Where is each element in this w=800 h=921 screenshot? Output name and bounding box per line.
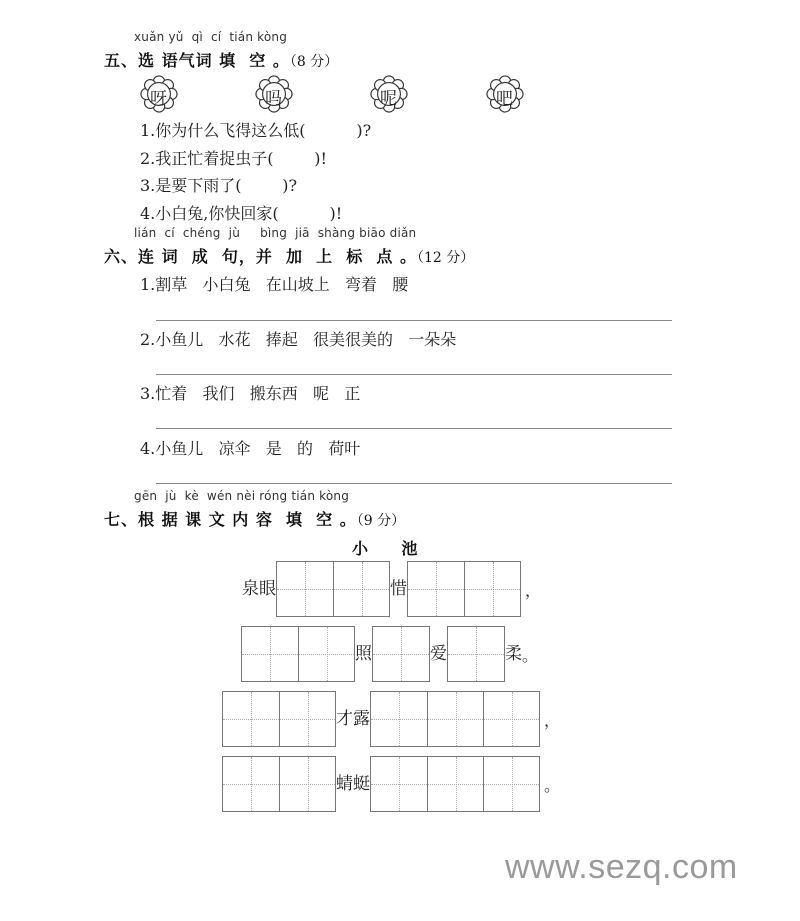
section5-heading — [104, 48, 338, 71]
section6-title: 六、连 词 成 句，并 加 上 标 点 。 — [104, 247, 417, 266]
answer-blank[interactable] — [279, 204, 330, 223]
question-text: 1.你为什么飞得这么低( — [140, 121, 306, 140]
question-end: )? — [282, 176, 298, 195]
tianzige-cell[interactable] — [279, 692, 335, 746]
flower-option-1 — [140, 75, 178, 117]
line-text: 惜 — [390, 579, 407, 599]
line-prefix: 泉眼 — [242, 579, 276, 599]
question-text: 3.是要下雨了( — [140, 176, 242, 195]
option-char: 呀 — [150, 89, 167, 109]
flower-option-3 — [370, 75, 408, 117]
tianzige-cell[interactable] — [373, 627, 429, 681]
tianzige-cell[interactable] — [427, 692, 483, 746]
line-punct: ， — [525, 580, 542, 600]
tianzige-cell[interactable] — [408, 562, 464, 616]
question-text: 4.小白兔,你快回家( — [140, 204, 279, 223]
section7-pinyin: gēn jù kè wén nèi róng tián kòng — [134, 489, 350, 503]
question-end: )! — [329, 204, 343, 223]
tianzige-cell[interactable] — [371, 692, 427, 746]
question-5-3 — [140, 173, 297, 196]
answer-line-2[interactable] — [156, 374, 672, 375]
option-char: 吗 — [265, 89, 282, 109]
question-end: )! — [314, 149, 327, 168]
tianzige-cell[interactable] — [223, 757, 279, 811]
poem-line-1 — [242, 560, 541, 618]
option-char: 吧 — [496, 89, 513, 109]
answer-line-1[interactable] — [156, 320, 672, 321]
tianzige-group[interactable] — [370, 691, 540, 747]
line-text: 才露 — [336, 709, 370, 729]
poem-line-4 — [222, 755, 560, 813]
line-text: 蜻蜓 — [336, 774, 370, 794]
tianzige-cell[interactable] — [448, 627, 504, 681]
tianzige-cell[interactable] — [279, 757, 335, 811]
answer-blank[interactable] — [306, 121, 357, 140]
section7-heading — [104, 507, 405, 530]
line-text: 柔 — [505, 644, 522, 664]
tianzige-group[interactable] — [407, 561, 521, 617]
section6-heading — [104, 244, 474, 267]
tianzige-group[interactable] — [222, 756, 336, 812]
tianzige-cell[interactable] — [483, 692, 539, 746]
answer-blank[interactable] — [274, 149, 315, 168]
tianzige-group[interactable] — [241, 626, 355, 682]
answer-line-3[interactable] — [156, 428, 672, 429]
tianzige-group[interactable] — [447, 626, 505, 682]
tianzige-cell[interactable] — [277, 562, 333, 616]
line-punct: 。 — [544, 775, 561, 795]
tianzige-cell[interactable] — [242, 627, 298, 681]
sentence-item-1: 1.割草 小白兔 在山坡上 弯着 腰 — [140, 275, 409, 294]
section7-score: （9 分） — [356, 513, 406, 529]
tianzige-group[interactable] — [372, 626, 430, 682]
poem-line-3 — [222, 690, 560, 748]
tianzige-cell[interactable] — [464, 562, 520, 616]
option-char: 呢 — [380, 89, 397, 109]
sentence-item-4: 4.小鱼儿 凉伞 是 的 荷叶 — [140, 439, 361, 458]
tianzige-cell[interactable] — [298, 627, 354, 681]
section5-score: （8 分） — [289, 54, 339, 70]
section6-score: （12 分） — [417, 250, 475, 266]
section6-pinyin: lián cí chéng jù bìng jiā shàng biāo diǎn — [134, 226, 417, 240]
watermark: www.sezq.com — [505, 848, 738, 886]
sentence-item-2: 2.小鱼儿 水花 捧起 很美很美的 一朵朵 — [140, 330, 457, 349]
answer-line-4[interactable] — [156, 483, 672, 484]
question-5-2 — [140, 146, 327, 169]
section7-title: 七、根 据 课 文 内 容 填 空 。 — [104, 510, 357, 529]
line-text: 照 — [355, 644, 372, 664]
flower-option-4 — [486, 75, 524, 117]
line-text: 爱 — [430, 644, 447, 664]
answer-blank[interactable] — [242, 176, 283, 195]
tianzige-group[interactable] — [370, 756, 540, 812]
section5-pinyin: xuǎn yǔ qì cí tián kòng — [134, 30, 288, 44]
question-text: 2.我正忙着捉虫子( — [140, 149, 274, 168]
question-5-4 — [140, 201, 342, 224]
tianzige-cell[interactable] — [427, 757, 483, 811]
section5-title: 五、选 语气词 填 空 。 — [104, 51, 290, 70]
question-5-1 — [140, 118, 371, 141]
tianzige-cell[interactable] — [333, 562, 389, 616]
line-punct: ， — [544, 710, 561, 730]
tianzige-group[interactable] — [222, 691, 336, 747]
flower-option-2 — [255, 75, 293, 117]
tianzige-cell[interactable] — [483, 757, 539, 811]
poem-line-2 — [241, 625, 538, 683]
question-end: )? — [356, 121, 372, 140]
tianzige-group[interactable] — [276, 561, 390, 617]
line-punct: 。 — [522, 645, 539, 665]
tianzige-cell[interactable] — [223, 692, 279, 746]
tianzige-cell[interactable] — [371, 757, 427, 811]
poem-title: 小 池 — [352, 539, 418, 558]
sentence-item-3: 3.忙着 我们 搬东西 呢 正 — [140, 384, 361, 403]
